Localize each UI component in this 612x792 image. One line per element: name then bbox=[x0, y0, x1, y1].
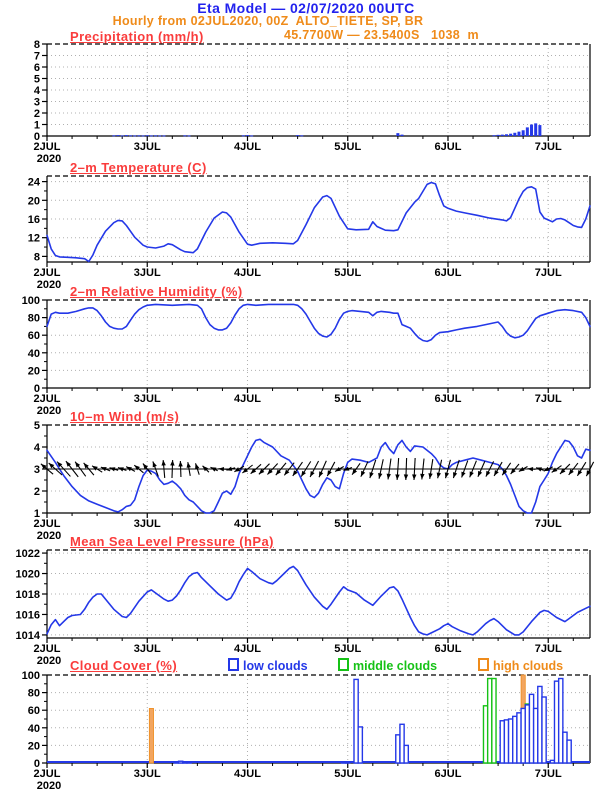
humidity-panel-title: 2–m Relative Humidity (%) bbox=[70, 284, 243, 299]
svg-text:1022: 1022 bbox=[15, 548, 40, 561]
svg-text:6JUL: 6JUL bbox=[434, 393, 462, 405]
svg-text:6JUL: 6JUL bbox=[434, 768, 462, 780]
run-info-line: Hourly from 02JUL2020, 00Z ALTO_TIETE, SP, BR bbox=[112, 14, 424, 28]
svg-text:2JUL: 2JUL bbox=[33, 141, 61, 153]
low-clouds-swatch-icon bbox=[228, 658, 239, 671]
svg-text:3: 3 bbox=[33, 464, 40, 476]
legend-high-clouds bbox=[478, 658, 563, 673]
svg-text:4JUL: 4JUL bbox=[234, 768, 261, 780]
svg-text:0: 0 bbox=[33, 758, 40, 770]
svg-text:2020: 2020 bbox=[36, 780, 62, 792]
svg-text:40: 40 bbox=[27, 722, 40, 735]
svg-text:7JUL: 7JUL bbox=[534, 768, 562, 780]
svg-text:1: 1 bbox=[33, 508, 40, 520]
svg-text:5JUL: 5JUL bbox=[334, 141, 362, 153]
svg-text:40: 40 bbox=[27, 347, 40, 360]
cloud-panel-title: Cloud Cover (%) bbox=[70, 658, 178, 673]
svg-text:60: 60 bbox=[27, 330, 40, 343]
high-clouds-swatch-icon bbox=[478, 658, 489, 671]
station-coords-line: 45.7700W — 23.5400S 1038 m bbox=[284, 28, 479, 42]
svg-text:6JUL: 6JUL bbox=[434, 518, 462, 530]
svg-text:20: 20 bbox=[27, 195, 40, 208]
svg-text:2: 2 bbox=[33, 486, 40, 498]
model-title: Eta Model — 02/07/2020 00UTC bbox=[197, 0, 415, 16]
svg-text:5JUL: 5JUL bbox=[334, 267, 362, 279]
svg-text:4JUL: 4JUL bbox=[234, 518, 261, 530]
svg-text:7JUL: 7JUL bbox=[534, 393, 562, 405]
middle-clouds-swatch-icon bbox=[338, 658, 349, 671]
svg-text:6JUL: 6JUL bbox=[434, 643, 462, 655]
svg-text:4JUL: 4JUL bbox=[234, 267, 261, 279]
svg-text:80: 80 bbox=[27, 687, 40, 700]
panel-cloud bbox=[22, 670, 590, 792]
panel-rh bbox=[22, 295, 590, 417]
svg-text:3JUL: 3JUL bbox=[133, 267, 161, 279]
svg-text:2JUL: 2JUL bbox=[33, 267, 61, 279]
precip-panel-title: Precipitation (mm/h) bbox=[70, 29, 204, 44]
svg-text:3JUL: 3JUL bbox=[133, 141, 161, 153]
svg-text:2: 2 bbox=[33, 108, 40, 120]
svg-text:1016: 1016 bbox=[15, 609, 40, 622]
svg-text:4JUL: 4JUL bbox=[234, 141, 261, 153]
svg-text:6JUL: 6JUL bbox=[434, 267, 462, 279]
svg-text:5JUL: 5JUL bbox=[334, 643, 362, 655]
svg-text:8: 8 bbox=[33, 251, 40, 264]
svg-text:8: 8 bbox=[33, 39, 40, 51]
svg-text:3JUL: 3JUL bbox=[133, 518, 161, 530]
svg-text:7JUL: 7JUL bbox=[534, 141, 562, 153]
pressure-panel-title: Mean Sea Level Pressure (hPa) bbox=[70, 534, 274, 549]
legend-low-clouds-label: low clouds bbox=[243, 659, 308, 673]
svg-text:7JUL: 7JUL bbox=[534, 643, 562, 655]
svg-text:4JUL: 4JUL bbox=[234, 393, 261, 405]
svg-text:100: 100 bbox=[21, 295, 40, 307]
svg-text:2JUL: 2JUL bbox=[33, 643, 61, 655]
panel-mslp bbox=[16, 548, 590, 667]
svg-text:24: 24 bbox=[27, 176, 40, 189]
svg-text:1014: 1014 bbox=[15, 629, 40, 642]
svg-text:2JUL: 2JUL bbox=[33, 393, 61, 405]
svg-text:0: 0 bbox=[33, 131, 40, 143]
svg-text:2020: 2020 bbox=[36, 655, 62, 667]
svg-text:4: 4 bbox=[33, 85, 40, 97]
svg-text:1018: 1018 bbox=[15, 589, 40, 601]
svg-text:80: 80 bbox=[27, 312, 40, 325]
legend-middle-clouds-label: middle clouds bbox=[353, 659, 438, 673]
legend-low-clouds bbox=[228, 658, 308, 673]
svg-text:4JUL: 4JUL bbox=[234, 643, 261, 655]
svg-text:1: 1 bbox=[33, 119, 40, 132]
svg-text:7JUL: 7JUL bbox=[534, 518, 562, 530]
wind-panel-title: 10–m Wind (m/s) bbox=[70, 409, 180, 424]
svg-text:2JUL: 2JUL bbox=[33, 518, 61, 530]
svg-text:0: 0 bbox=[33, 383, 40, 395]
svg-text:5JUL: 5JUL bbox=[334, 393, 362, 405]
svg-text:2020: 2020 bbox=[36, 530, 62, 542]
temperature-panel-title: 2–m Temperature (C) bbox=[70, 160, 207, 175]
svg-text:2020: 2020 bbox=[36, 279, 62, 291]
legend-high-clouds-label: high clouds bbox=[493, 659, 564, 673]
svg-text:60: 60 bbox=[27, 705, 40, 718]
svg-text:5: 5 bbox=[33, 73, 40, 86]
svg-text:20: 20 bbox=[27, 740, 40, 753]
svg-text:16: 16 bbox=[27, 214, 40, 226]
svg-text:6: 6 bbox=[33, 62, 40, 74]
svg-text:4: 4 bbox=[33, 442, 40, 454]
panel-wind bbox=[34, 420, 594, 542]
svg-text:3JUL: 3JUL bbox=[133, 768, 161, 780]
svg-text:100: 100 bbox=[21, 670, 40, 682]
legend-middle-clouds bbox=[338, 658, 437, 673]
svg-text:2020: 2020 bbox=[36, 405, 62, 417]
svg-text:5: 5 bbox=[33, 420, 40, 432]
svg-text:2JUL: 2JUL bbox=[33, 768, 61, 780]
svg-text:7JUL: 7JUL bbox=[534, 267, 562, 279]
svg-text:5JUL: 5JUL bbox=[334, 768, 362, 780]
svg-text:20: 20 bbox=[27, 365, 40, 378]
panel-precip bbox=[34, 39, 590, 165]
svg-text:3: 3 bbox=[33, 96, 40, 109]
panel-temp bbox=[28, 176, 590, 291]
svg-text:1020: 1020 bbox=[15, 568, 40, 581]
svg-text:3JUL: 3JUL bbox=[133, 393, 161, 405]
svg-text:12: 12 bbox=[27, 232, 40, 245]
svg-text:3JUL: 3JUL bbox=[133, 643, 161, 655]
svg-text:2020: 2020 bbox=[36, 153, 62, 165]
svg-text:6JUL: 6JUL bbox=[434, 141, 462, 153]
svg-text:7: 7 bbox=[33, 50, 40, 63]
svg-text:5JUL: 5JUL bbox=[334, 518, 362, 530]
